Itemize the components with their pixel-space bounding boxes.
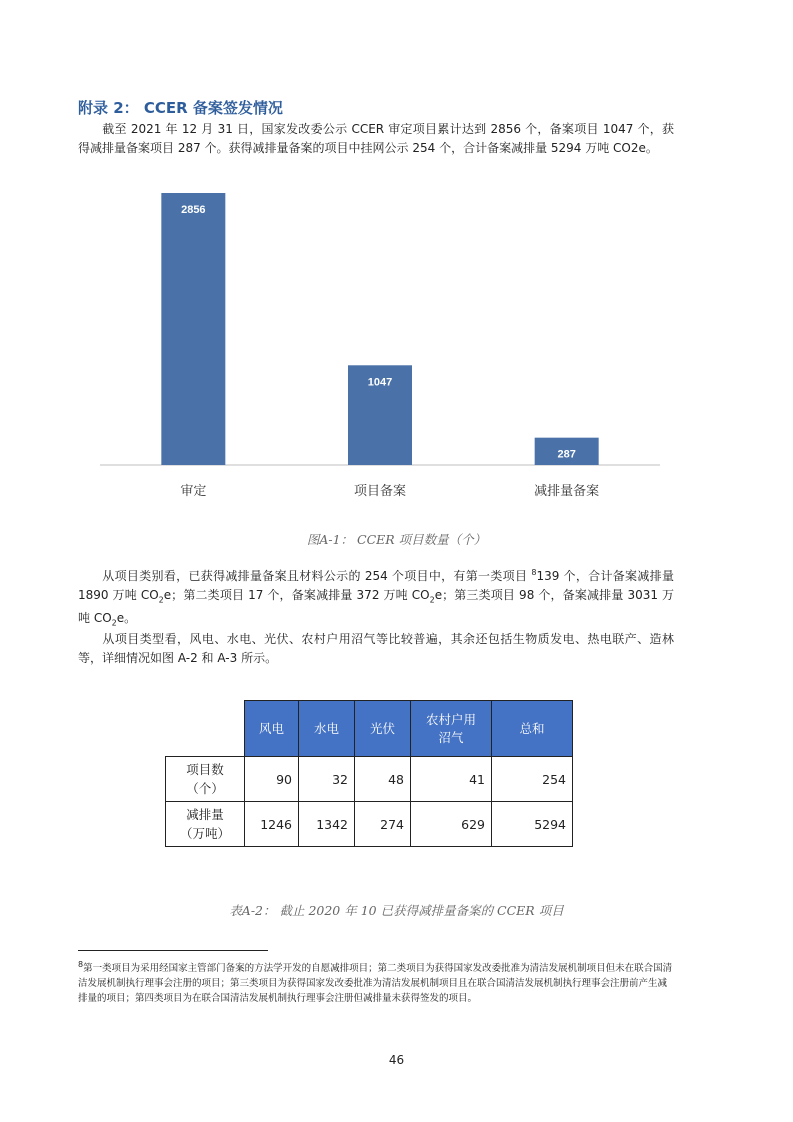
table-caption: 表A-2： 截止 2020 年 10 已获得减排量备案的 CCER 项目 bbox=[229, 903, 564, 918]
bar-value-label-1: 1047 bbox=[367, 376, 393, 389]
table-cell: 254 bbox=[492, 757, 573, 802]
table-cell: 90 bbox=[245, 757, 299, 802]
table-cell: 41 bbox=[411, 757, 492, 802]
para3-text: 从项目类型看，风电、水电、光伏、农村户用沼气等比较普遍，其余还包括生物质发电、热电联产、造林等，详细情况如图 A-2 和 A-3 所示。 bbox=[78, 632, 674, 665]
table-cell: 32 bbox=[299, 757, 355, 802]
figure-caption: 图A-1： CCER 项目数量（个） bbox=[306, 532, 487, 547]
table-cell: 274 bbox=[355, 802, 411, 847]
table-row bbox=[166, 802, 573, 847]
para2-text-e: e。 bbox=[116, 611, 137, 626]
table-cell: 1246 bbox=[245, 802, 299, 847]
section-heading: 附录 2： CCER 备案签发情况 bbox=[78, 99, 283, 117]
category-tick-label-0: 审定 bbox=[180, 484, 207, 499]
table-header-cell: 水电 bbox=[299, 701, 355, 757]
table-header-cell: 光伏 bbox=[355, 701, 411, 757]
ccer-bar-chart bbox=[100, 185, 660, 515]
table-cell: 1342 bbox=[299, 802, 355, 847]
table-header-cell: 总和 bbox=[492, 701, 573, 757]
subscript: 2 bbox=[429, 595, 435, 605]
footnote-ref[interactable]: 8 bbox=[531, 568, 537, 577]
table-row bbox=[166, 757, 573, 802]
table-header-cell: 农村户用 沼气 bbox=[411, 701, 492, 757]
intro-text: 截至 2021 年 12 月 31 日，国家发改委公示 CCER 审定项目累计达到 2856 个，备案项目 1047 个，获得减排量备案项目 287 个。获得减排量备案的项目中挂网公示 254 个，合计备案减排量 5294 万吨 CO2e。 bbox=[78, 122, 674, 155]
bar-0 bbox=[161, 193, 225, 465]
footnote-divider bbox=[78, 950, 268, 951]
table-header-cell: 风电 bbox=[245, 701, 299, 757]
subscript: 2 bbox=[158, 595, 164, 605]
type-paragraph bbox=[78, 630, 674, 668]
table-cell: 5294 bbox=[492, 802, 573, 847]
para2-text-c: e；第二类项目 17 个，备案减排量 372 万吨 CO bbox=[163, 588, 430, 602]
table-row-label: 减排量 （万吨） bbox=[166, 802, 245, 847]
category-paragraph bbox=[78, 563, 674, 633]
table-cell: 48 bbox=[355, 757, 411, 802]
project-type-table bbox=[165, 700, 573, 847]
bar-value-label-2: 287 bbox=[557, 448, 576, 461]
para2-text-d: e；第三类项目 98 个，备案减排量 3031 万吨 CO bbox=[78, 588, 674, 626]
bar-value-label-0: 2856 bbox=[181, 204, 206, 216]
table-corner-cell bbox=[166, 701, 245, 757]
footnote-text: 第一类项目为采用经国家主管部门备案的方法学开发的自愿减排项目；第二类项目为获得国家发改委批准为清洁发展机制项目但未在联合国清洁发展机制执行理事会注册的项目；第三类项目为获得国家发改委批准为清洁发展机制项目且在联合国清洁发展机制执行理事会注册前产生减排量的项目；第四类项目为在联合国清洁发展机制执行理事会注册但减排量未获得签发的项目。 bbox=[78, 963, 673, 1005]
para2-text-a: 从项目类别看，已获得减排量备案且材料公示的 254 个项目中，有第一类项目 bbox=[102, 569, 532, 583]
table-row-label: 项目数 （个） bbox=[166, 757, 245, 802]
footnote-number: 8 bbox=[78, 960, 84, 969]
table-cell: 629 bbox=[411, 802, 492, 847]
category-tick-label-1: 项目备案 bbox=[353, 484, 407, 499]
category-tick-label-2: 减排量备案 bbox=[534, 484, 600, 499]
subscript: 2 bbox=[111, 618, 117, 628]
intro-paragraph bbox=[78, 120, 674, 158]
page-number: 46 bbox=[388, 1053, 405, 1067]
footnote bbox=[78, 957, 676, 1006]
para2-text-b: 139 个，合计备案减排量 1890 万吨 CO bbox=[78, 569, 674, 602]
table-header-row bbox=[166, 701, 573, 757]
